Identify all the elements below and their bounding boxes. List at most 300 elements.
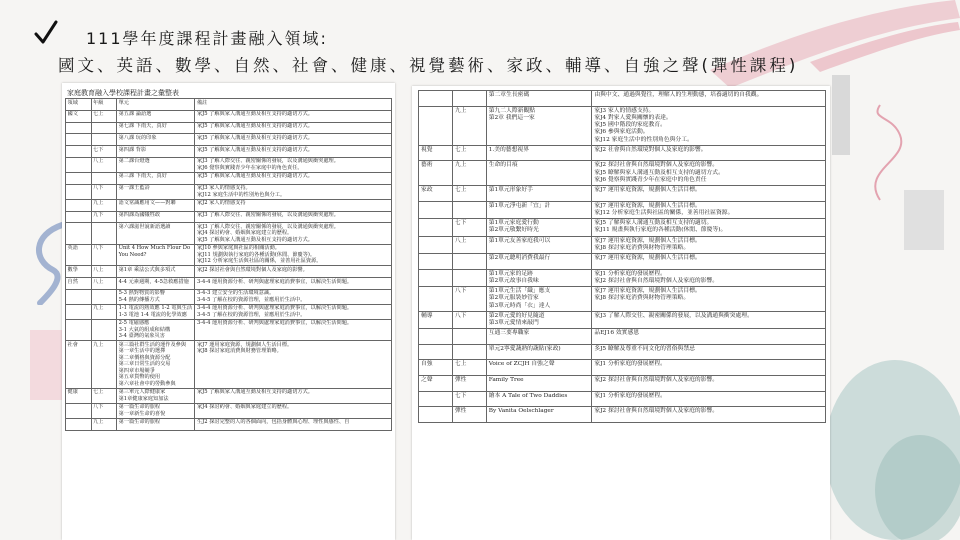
grade-cell xyxy=(452,91,486,107)
cell-line: 家J5 瞭解與家人溝通互動及相互支持的適切方式。 xyxy=(594,169,724,176)
cell-line: 第三課 下雨天，真好 xyxy=(118,173,167,180)
table-row xyxy=(66,211,392,223)
cell-line: 第1單元淨屯新「宜」計 xyxy=(488,202,551,209)
unit-cell xyxy=(486,161,592,186)
grade-cell: 八下 xyxy=(91,403,117,418)
domain-cell: 之聲 xyxy=(419,376,453,392)
note-cell xyxy=(592,254,826,270)
table-row xyxy=(66,341,392,389)
note-cell xyxy=(195,266,392,278)
grade-cell xyxy=(452,344,486,360)
cell-line: 家J5 國中階段的家庭教育。 xyxy=(594,122,666,129)
note-cell xyxy=(195,403,392,418)
cell-line: 3-4 臺灣的氣象災害 xyxy=(118,333,165,340)
table-row xyxy=(419,311,826,328)
grey-block-decoration xyxy=(832,75,850,155)
table-row xyxy=(66,184,392,199)
cell-line: 家J12 家庭生活中的性別角色與分工。 xyxy=(196,191,286,198)
grade-cell: 七上 xyxy=(91,388,117,403)
cell-line: 家J5 了解與家人溝通互動及相互支持的適切。 xyxy=(594,220,713,227)
cell-line: 家J6 覺察與實踐青少年在家庭中的角色責任。 xyxy=(196,164,303,171)
table-row xyxy=(419,106,826,145)
unit-cell xyxy=(486,311,592,328)
domain-cell xyxy=(66,418,92,430)
cell-line: 由與中文、通過與覺往，理解人的生理動態，培養適切的自我觀。 xyxy=(594,92,763,98)
cell-line: 第六課滋世說新語選讀 xyxy=(118,223,171,230)
note-cell xyxy=(195,199,392,211)
grade-cell xyxy=(452,269,486,286)
cell-line: 第1章健康家庭知加法 xyxy=(118,395,169,402)
note-cell xyxy=(195,110,392,122)
cell-line: 家J1 分析家庭的發展歷程。 xyxy=(594,361,666,368)
cell-line: 家J5 了解與家人溝通互動及相互支持的適切方式。 xyxy=(196,236,313,243)
note-cell xyxy=(592,91,826,107)
domain-cell xyxy=(419,106,453,145)
grade-cell: 八上 xyxy=(91,157,117,172)
document-title: 家庭教育融入學校課程計畫之彙整表 xyxy=(67,89,179,97)
grade-cell: 七上 xyxy=(91,110,117,122)
grade-cell: 八上 xyxy=(91,278,117,290)
cell-line: 家J12 分析家庭生活與社區的關係，並善用社區資源。 xyxy=(196,258,322,265)
note-cell xyxy=(195,304,392,319)
table-row xyxy=(419,254,826,270)
cell-line: 家J3 了解人際交往、親密關係的發展，以及溝通與衝突處理。 xyxy=(196,223,339,230)
table-row xyxy=(419,219,826,236)
cell-line: 3-4-4 運用資源分析、研判與處理家庭消費事宜，以解決生活問題。 xyxy=(196,278,353,285)
cell-line: 第三章日常生活的交易 xyxy=(118,361,171,368)
grade-cell: 九上 xyxy=(91,341,117,389)
note-cell xyxy=(592,269,826,286)
unit-cell xyxy=(117,184,195,199)
cell-line: 第3單元時尚「衣」達人 xyxy=(488,302,551,309)
unit-cell xyxy=(486,201,592,218)
grade-cell: 九上 xyxy=(91,199,117,211)
unit-cell xyxy=(486,269,592,286)
table-row xyxy=(66,304,392,319)
cell-line: 家J10 參與家庭與社區的相關活動。 xyxy=(196,245,280,252)
domain-cell: 英語 xyxy=(66,244,92,266)
grade-cell: 九上 xyxy=(452,106,486,145)
domain-cell: 數學 xyxy=(66,266,92,278)
grade-cell: 年級 xyxy=(91,99,117,111)
note-cell xyxy=(195,319,392,341)
grade-cell xyxy=(91,223,117,245)
cell-line: 家J2 探討社會與自然環境對個人及家庭的影響。 xyxy=(594,277,719,284)
cell-line: 家J5 了解與家人溝通互動及相互支持的適切方式。 xyxy=(196,134,313,141)
cell-line: 第一篇生命的旅程 xyxy=(118,419,161,426)
domain-cell xyxy=(66,304,92,319)
note-cell xyxy=(592,311,826,328)
cell-line: 生J2 探討完整的人的各個面向，包括身體與心理、理性與感性、自 xyxy=(196,419,350,426)
grade-cell xyxy=(91,172,117,184)
table-row xyxy=(419,145,826,161)
unit-cell xyxy=(117,289,195,304)
grade-cell xyxy=(91,134,117,146)
grade-cell: 七上 xyxy=(452,145,486,161)
grade-cell: 八上 xyxy=(452,236,486,253)
note-cell xyxy=(592,106,826,145)
cell-line: 互通三要專職家 xyxy=(488,330,530,337)
cell-line: 家J4 探討約會、婚姻與家庭建立的歷程。 xyxy=(196,404,293,411)
unit-cell xyxy=(117,278,195,290)
unit-cell xyxy=(486,254,592,270)
domain-cell xyxy=(419,344,453,360)
domain-cell: 自然 xyxy=(66,278,92,290)
cell-line: 家J2 探討社會與自然環境對個人及家庭的影響。 xyxy=(594,162,719,169)
curriculum-table-left xyxy=(65,98,392,431)
cell-line: Family Tree xyxy=(488,377,524,384)
note-cell xyxy=(195,134,392,146)
domain-cell: 領域 xyxy=(66,99,92,111)
left-document-page xyxy=(62,83,395,540)
cell-line: 3-4-4 運用資源分析、研判與處理家庭消費事宜，以解決生活問題。 xyxy=(196,305,353,312)
cell-line: 第2單元聰明消費我最行 xyxy=(488,255,551,262)
table-row xyxy=(66,122,392,134)
note-cell xyxy=(592,145,826,161)
note-cell xyxy=(592,391,826,407)
grade-cell: 八下 xyxy=(452,287,486,312)
cell-line: 家J7 運用家庭資源，規劃個人生活目標。 xyxy=(594,187,701,194)
cell-line: 1-3 電池 1-4 電流的化學效應 xyxy=(118,311,187,318)
cell-line: 家J2 探討社會與自然環境對個人及家庭的影響。 xyxy=(594,377,719,384)
table-row xyxy=(66,134,392,146)
cell-line: 家J3 了解人際交往、親密關係的發展，以及溝通與衝突處理。 xyxy=(196,158,339,165)
table-row xyxy=(419,407,826,423)
note-cell xyxy=(592,236,826,253)
grade-cell: 七下 xyxy=(452,391,486,407)
cell-line: 家J11 規劃與執行家庭的各種活動(休閒、節慶等)。 xyxy=(196,251,316,258)
unit-cell xyxy=(117,134,195,146)
cell-line: 家J5 了解與家人溝通互動及相互支持的適切方式。 xyxy=(196,146,313,153)
note-cell xyxy=(195,244,392,266)
unit-cell xyxy=(117,341,195,389)
cell-line: 第五課 論語選 xyxy=(118,111,152,118)
unit-cell xyxy=(486,344,592,360)
cell-line: 單元2寧愛蔬熟的蔬貼(家政) xyxy=(488,345,561,352)
cell-line: 家J1 分析家庭的發展歷程。 xyxy=(594,392,666,399)
note-cell xyxy=(195,211,392,223)
cell-line: 第1單元形象好手 xyxy=(488,187,533,194)
cell-line: 家J7 運用家庭資源，規劃個人生活目標。 xyxy=(196,341,293,348)
note-cell xyxy=(195,223,392,245)
table-row xyxy=(419,360,826,376)
unit-cell xyxy=(117,110,195,122)
note-cell xyxy=(195,122,392,134)
table-row xyxy=(66,199,392,211)
cell-line: 第二章價格與資源分配 xyxy=(118,354,171,361)
note-cell xyxy=(592,376,826,392)
table-row xyxy=(66,278,392,290)
domain-cell: 家政 xyxy=(419,186,453,202)
cell-line: 家J7 運用家庭資源，規劃個人生活目標。 xyxy=(594,202,701,209)
unit-cell xyxy=(486,376,592,392)
note-cell xyxy=(592,360,826,376)
domain-cell xyxy=(419,407,453,423)
unit-cell xyxy=(117,172,195,184)
cell-line: 第九二人際新觀點 xyxy=(488,107,536,114)
cell-line: 第一課王藍詩 xyxy=(118,185,150,192)
cell-line: 第四課 背影 xyxy=(118,146,147,153)
cell-line: 繪本 A Tale of Two Daddies xyxy=(488,392,568,399)
unit-cell xyxy=(486,329,592,345)
unit-cell xyxy=(117,266,195,278)
note-cell xyxy=(195,99,392,111)
cell-line: 第2單元敬繫好時光 xyxy=(488,227,539,234)
note-cell xyxy=(592,287,826,312)
cell-line: 生命的目痕 xyxy=(488,162,518,169)
curriculum-table-right xyxy=(418,90,826,423)
cell-line: 家J5 了解與家人溝通互動及相互支持的適切方式。 xyxy=(196,173,313,180)
unit-cell xyxy=(486,287,592,312)
pink-brush-stroke xyxy=(690,0,960,90)
cell-line: 第一章新生命的喜悅 xyxy=(118,410,166,417)
domain-cell xyxy=(66,403,92,418)
grade-cell: 九上 xyxy=(91,418,117,430)
cell-line: 第四章市場競爭 xyxy=(118,367,155,374)
cell-line: 第1單元友善家庭我可以 xyxy=(488,237,551,244)
grade-cell xyxy=(91,319,117,341)
domain-cell xyxy=(66,157,92,172)
table-row xyxy=(419,201,826,218)
cell-line: 3-4-5 了解在校的資源管理，並應用於生活中。 xyxy=(196,311,306,318)
grade-cell: 彈性 xyxy=(452,376,486,392)
cell-line: 第二課台燈選 xyxy=(118,158,150,165)
unit-cell xyxy=(486,391,592,407)
domain-cell xyxy=(419,329,453,345)
cell-line: 4-4 元素週期，4-5急救應措施 xyxy=(118,278,189,285)
cell-line: 第2單元故事自我味 xyxy=(488,277,539,284)
domain-cell: 社會 xyxy=(66,341,92,389)
unit-cell xyxy=(117,418,195,430)
note-cell xyxy=(195,341,392,389)
table-row xyxy=(66,110,392,122)
domain-cell: 健康 xyxy=(66,388,92,403)
table-row xyxy=(419,269,826,286)
cell-line: 單元 xyxy=(118,99,129,106)
unit-cell xyxy=(117,211,195,223)
cell-line: You Need? xyxy=(118,251,147,258)
note-cell xyxy=(195,289,392,304)
grade-cell: 八上 xyxy=(91,266,117,278)
domain-cell xyxy=(66,134,92,146)
grade-cell xyxy=(452,201,486,218)
cell-line: Unit 4 How Much Flour Do xyxy=(118,245,191,252)
unit-cell xyxy=(117,388,195,403)
cell-line: 3-1 大氣的組成和結構 xyxy=(118,326,171,333)
cell-line: 家J8 探討家庭消費與財物管理策略。 xyxy=(594,295,690,302)
cell-line: 1-1 電流的熱效應 1-2 電與生活 xyxy=(118,305,193,312)
domain-cell: 自強 xyxy=(419,360,453,376)
grade-cell: 彈性 xyxy=(452,407,486,423)
unit-cell xyxy=(486,219,592,236)
table-row xyxy=(419,376,826,392)
table-row xyxy=(66,418,392,430)
grade-cell xyxy=(91,289,117,304)
cell-line: 5-3 熱對物質的影響 xyxy=(118,290,165,297)
unit-cell xyxy=(117,199,195,211)
grade-cell: 七上 xyxy=(452,186,486,202)
unit-cell xyxy=(486,360,592,376)
table-row xyxy=(419,391,826,407)
table-row xyxy=(66,99,392,111)
cell-line: 第五章貨幣的使用 xyxy=(118,374,161,381)
cell-line: 2-5 電磁感應 xyxy=(118,320,150,327)
cell-line: 家J5 了解與家人溝通互動及相互支持的適切方式。 xyxy=(196,389,313,396)
cell-line: 家J12 分析家庭生活與社區的關係，並善用社區資源。 xyxy=(594,209,734,216)
cell-line: 家J4 對家人愛與關懷的表達。 xyxy=(594,114,672,121)
table-row xyxy=(419,161,826,186)
note-cell xyxy=(195,418,392,430)
cell-line: 家J4 探討約會、婚姻與家庭建立的歷程。 xyxy=(196,230,293,237)
cell-line: 3-4-4 運用資源分析、研判與處理家庭消費事宜，以解決生活問題。 xyxy=(196,320,353,327)
note-cell xyxy=(592,186,826,202)
table-row xyxy=(66,146,392,158)
cell-line: 第1章 乘法公式與多項式 xyxy=(118,266,176,273)
note-cell xyxy=(592,407,826,423)
cell-line: 第一篇生命的旅程 xyxy=(118,404,161,411)
cell-line: 家J12 家庭生活中的性別角色與分工。 xyxy=(594,136,693,143)
grade-cell xyxy=(91,122,117,134)
note-cell xyxy=(592,219,826,236)
domain-cell: 藝術 xyxy=(419,161,453,186)
cell-line: 家J6 參與家庭活動。 xyxy=(594,129,649,136)
cell-line: 家J7 運用家庭資源，規劃個人生活目標。 xyxy=(594,288,701,295)
right-document-page xyxy=(412,86,830,540)
domain-cell xyxy=(66,172,92,184)
cell-line: 語文常識應用文——對聯 xyxy=(118,200,176,207)
cell-line: 家J6 覺察與實踐青少年在家庭中的角色責任 xyxy=(594,176,707,183)
cell-line: 第2單元愛的好見隨道 xyxy=(488,312,545,319)
table-row xyxy=(66,403,392,418)
domain-cell xyxy=(419,391,453,407)
cell-line: 家J3 了解人際交往、親密關係的發展，以及溝通與衝突處理。 xyxy=(594,312,753,319)
table-row xyxy=(419,91,826,107)
table-row xyxy=(66,289,392,304)
cell-line: 第六章社會中的勞動參與 xyxy=(118,380,176,387)
unit-cell xyxy=(117,403,195,418)
domain-cell xyxy=(66,122,92,134)
cell-line: 第2單元服裝妙管家 xyxy=(488,295,539,302)
cell-line: 家J2 社會與自然環境對個人及家庭的影響。 xyxy=(594,146,707,153)
table-row xyxy=(419,236,826,253)
cell-line: 3-4-3 建立安全的生活環境意識。 xyxy=(196,290,275,297)
table-row xyxy=(66,223,392,245)
unit-cell xyxy=(117,99,195,111)
note-cell xyxy=(195,172,392,184)
cell-line: 家J2 探討社會與自然環境對個人及家庭的影響。 xyxy=(594,408,719,415)
cell-line: 第三篇社群生活的運作及參與 xyxy=(118,341,187,348)
cell-line: 第二章生長密碼 xyxy=(488,92,530,98)
cell-line: 第1單元家庭愛行動 xyxy=(488,220,539,227)
domain-cell: 視覺 xyxy=(419,145,453,161)
unit-cell xyxy=(117,122,195,134)
note-cell xyxy=(592,344,826,360)
slide-title: 111學年度課程計畫融入領域: xyxy=(86,29,328,48)
domain-cell: 輔導 xyxy=(419,311,453,328)
table-row xyxy=(66,319,392,341)
cell-line: 家J3 了解人際交往、親密關係的發展，以及溝通與衝突處理。 xyxy=(196,212,339,219)
domain-cell xyxy=(419,254,453,270)
cell-line: By Vanita Oelschlager xyxy=(488,408,554,415)
table-row xyxy=(66,388,392,403)
cell-line: 備註 xyxy=(196,99,208,106)
domain-cell xyxy=(419,287,453,312)
cell-line: 家J8 探討家庭消費與財務管理策略。 xyxy=(196,348,282,355)
domain-cell xyxy=(66,211,92,223)
note-cell xyxy=(195,146,392,158)
grey-block-decoration xyxy=(904,190,944,250)
unit-cell xyxy=(486,407,592,423)
table-row xyxy=(419,329,826,345)
slide-subtitle: 國文、英語、數學、自然、社會、健康、視覺藝術、家政、輔導、自強之聲(彈性課程) xyxy=(58,56,799,75)
grade-cell: 九上 xyxy=(452,161,486,186)
unit-cell xyxy=(117,244,195,266)
grade-cell: 九下 xyxy=(91,211,117,223)
cell-line: 家J8 探討家庭消費與財物管理策略。 xyxy=(594,244,690,251)
unit-cell xyxy=(117,319,195,341)
grade-cell xyxy=(452,254,486,270)
pink-block-decoration xyxy=(30,330,62,400)
cell-line: 家J2 家人的情感支持 xyxy=(196,200,246,207)
cell-line: 家J7 運用家庭資源，規劃個人生活目標。 xyxy=(594,237,701,244)
note-cell xyxy=(195,184,392,199)
unit-cell xyxy=(486,106,592,145)
cell-line: 1.美的藝想視界 xyxy=(488,146,529,153)
grade-cell: 七上 xyxy=(452,360,486,376)
domain-cell xyxy=(419,236,453,253)
domain-cell xyxy=(66,146,92,158)
domain-cell xyxy=(66,319,92,341)
cell-line: 第三單元人際健康家 xyxy=(118,389,166,396)
table-row xyxy=(419,344,826,360)
unit-cell xyxy=(117,304,195,319)
cell-line: 家J3 家人的情感支持。 xyxy=(594,107,655,114)
cell-line: 3-4-5 了解在校的資源管理，並應用於生活中。 xyxy=(196,296,306,303)
note-cell xyxy=(592,329,826,345)
domain-cell xyxy=(66,289,92,304)
domain-cell xyxy=(66,199,92,211)
table-row xyxy=(66,157,392,172)
note-cell xyxy=(195,157,392,172)
cell-line: 第3單元愛情來敲門 xyxy=(488,320,539,327)
checkmark-icon xyxy=(34,20,58,46)
domain-cell: 國文 xyxy=(66,110,92,122)
cell-line: 第1單元生活「織」應支 xyxy=(488,288,551,295)
cell-line: 家J5 了解與家人溝通互動及相互支持的適切方式。 xyxy=(196,111,313,118)
table-row xyxy=(419,287,826,312)
unit-cell xyxy=(117,146,195,158)
cell-line: 5-4 熱的傳播方式 xyxy=(118,296,160,303)
grade-cell xyxy=(452,329,486,345)
cell-line: 家J3 家人的情感支持。 xyxy=(196,185,251,192)
unit-cell xyxy=(486,145,592,161)
cell-line: 第四課為國犧牲敢 xyxy=(118,212,161,219)
cell-line: Voice of ZCJH 自強之聲 xyxy=(488,361,555,368)
cell-line: 第2章 我們這一家 xyxy=(488,114,535,121)
unit-cell xyxy=(486,186,592,202)
grade-cell: 七下 xyxy=(452,219,486,236)
domain-cell xyxy=(419,201,453,218)
cell-line: 品EJ16 效實感恩 xyxy=(594,330,640,337)
cell-line: 家J2 探討社會與自然環境對個人及家庭的影響。 xyxy=(196,266,308,273)
grade-cell: 七下 xyxy=(91,146,117,158)
cell-line: 家J5 了解與家人溝通互動及相互支持的適切方式。 xyxy=(196,123,313,130)
unit-cell xyxy=(486,91,592,107)
note-cell xyxy=(195,388,392,403)
grade-cell: 八下 xyxy=(91,244,117,266)
note-cell xyxy=(195,278,392,290)
table-row xyxy=(66,172,392,184)
